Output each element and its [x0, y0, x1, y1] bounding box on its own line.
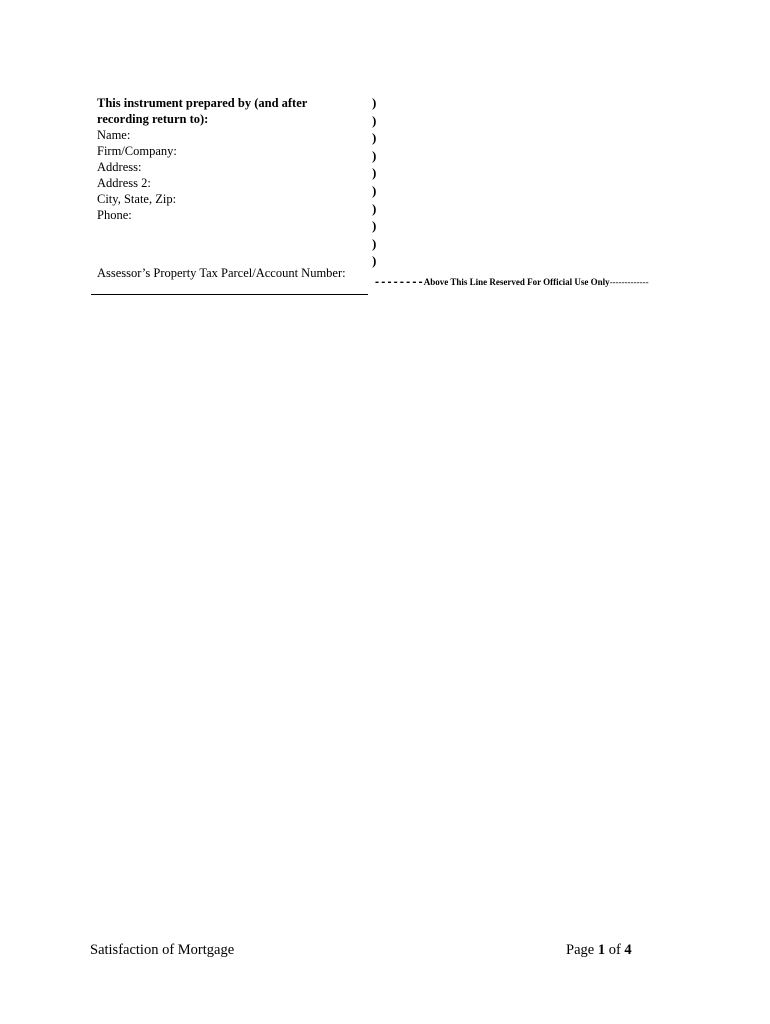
official-use-tail-dashes: ------------- — [609, 277, 649, 287]
bracket-column — [372, 94, 382, 270]
bracket-mark: ) — [372, 218, 377, 234]
bracket-mark: ) — [372, 95, 377, 110]
official-use-text: Above This Line Reserved For Official Use Only — [423, 277, 610, 287]
prepared-by-title: This instrument prepared by (and after recording return to): — [97, 96, 308, 126]
header-divider-line — [91, 294, 368, 295]
footer-document-title: Satisfaction of Mortgage — [90, 942, 235, 958]
of-word: of — [608, 942, 621, 958]
total-pages: 4 — [624, 942, 632, 958]
name-field-label: Name: — [97, 128, 131, 142]
bracket-mark: ) — [372, 165, 377, 181]
footer-page-number — [566, 942, 632, 959]
official-use-lead-dashes: -------- — [374, 277, 424, 288]
phone-field-label: Phone: — [97, 208, 132, 222]
prepared-by-block — [97, 95, 357, 223]
city-state-zip-field-label: City, State, Zip: — [97, 192, 177, 206]
bracket-mark: ) — [372, 130, 377, 146]
address2-field-label: Address 2: — [97, 176, 151, 190]
firm-field-label: Firm/Company: — [97, 144, 177, 158]
bracket-mark: ) — [372, 147, 377, 163]
address-field-label: Address: — [97, 160, 142, 174]
bracket-mark: ) — [372, 182, 377, 198]
parcel-number-label: Assessor’s Property Tax Parcel/Account Number: — [97, 266, 346, 280]
page-word: Page — [566, 942, 595, 958]
official-use-line — [374, 277, 649, 288]
current-page: 1 — [597, 942, 606, 958]
bracket-mark: ) — [372, 253, 377, 269]
bracket-mark: ) — [372, 235, 377, 251]
bracket-mark: ) — [372, 112, 377, 128]
bracket-mark: ) — [372, 200, 377, 216]
